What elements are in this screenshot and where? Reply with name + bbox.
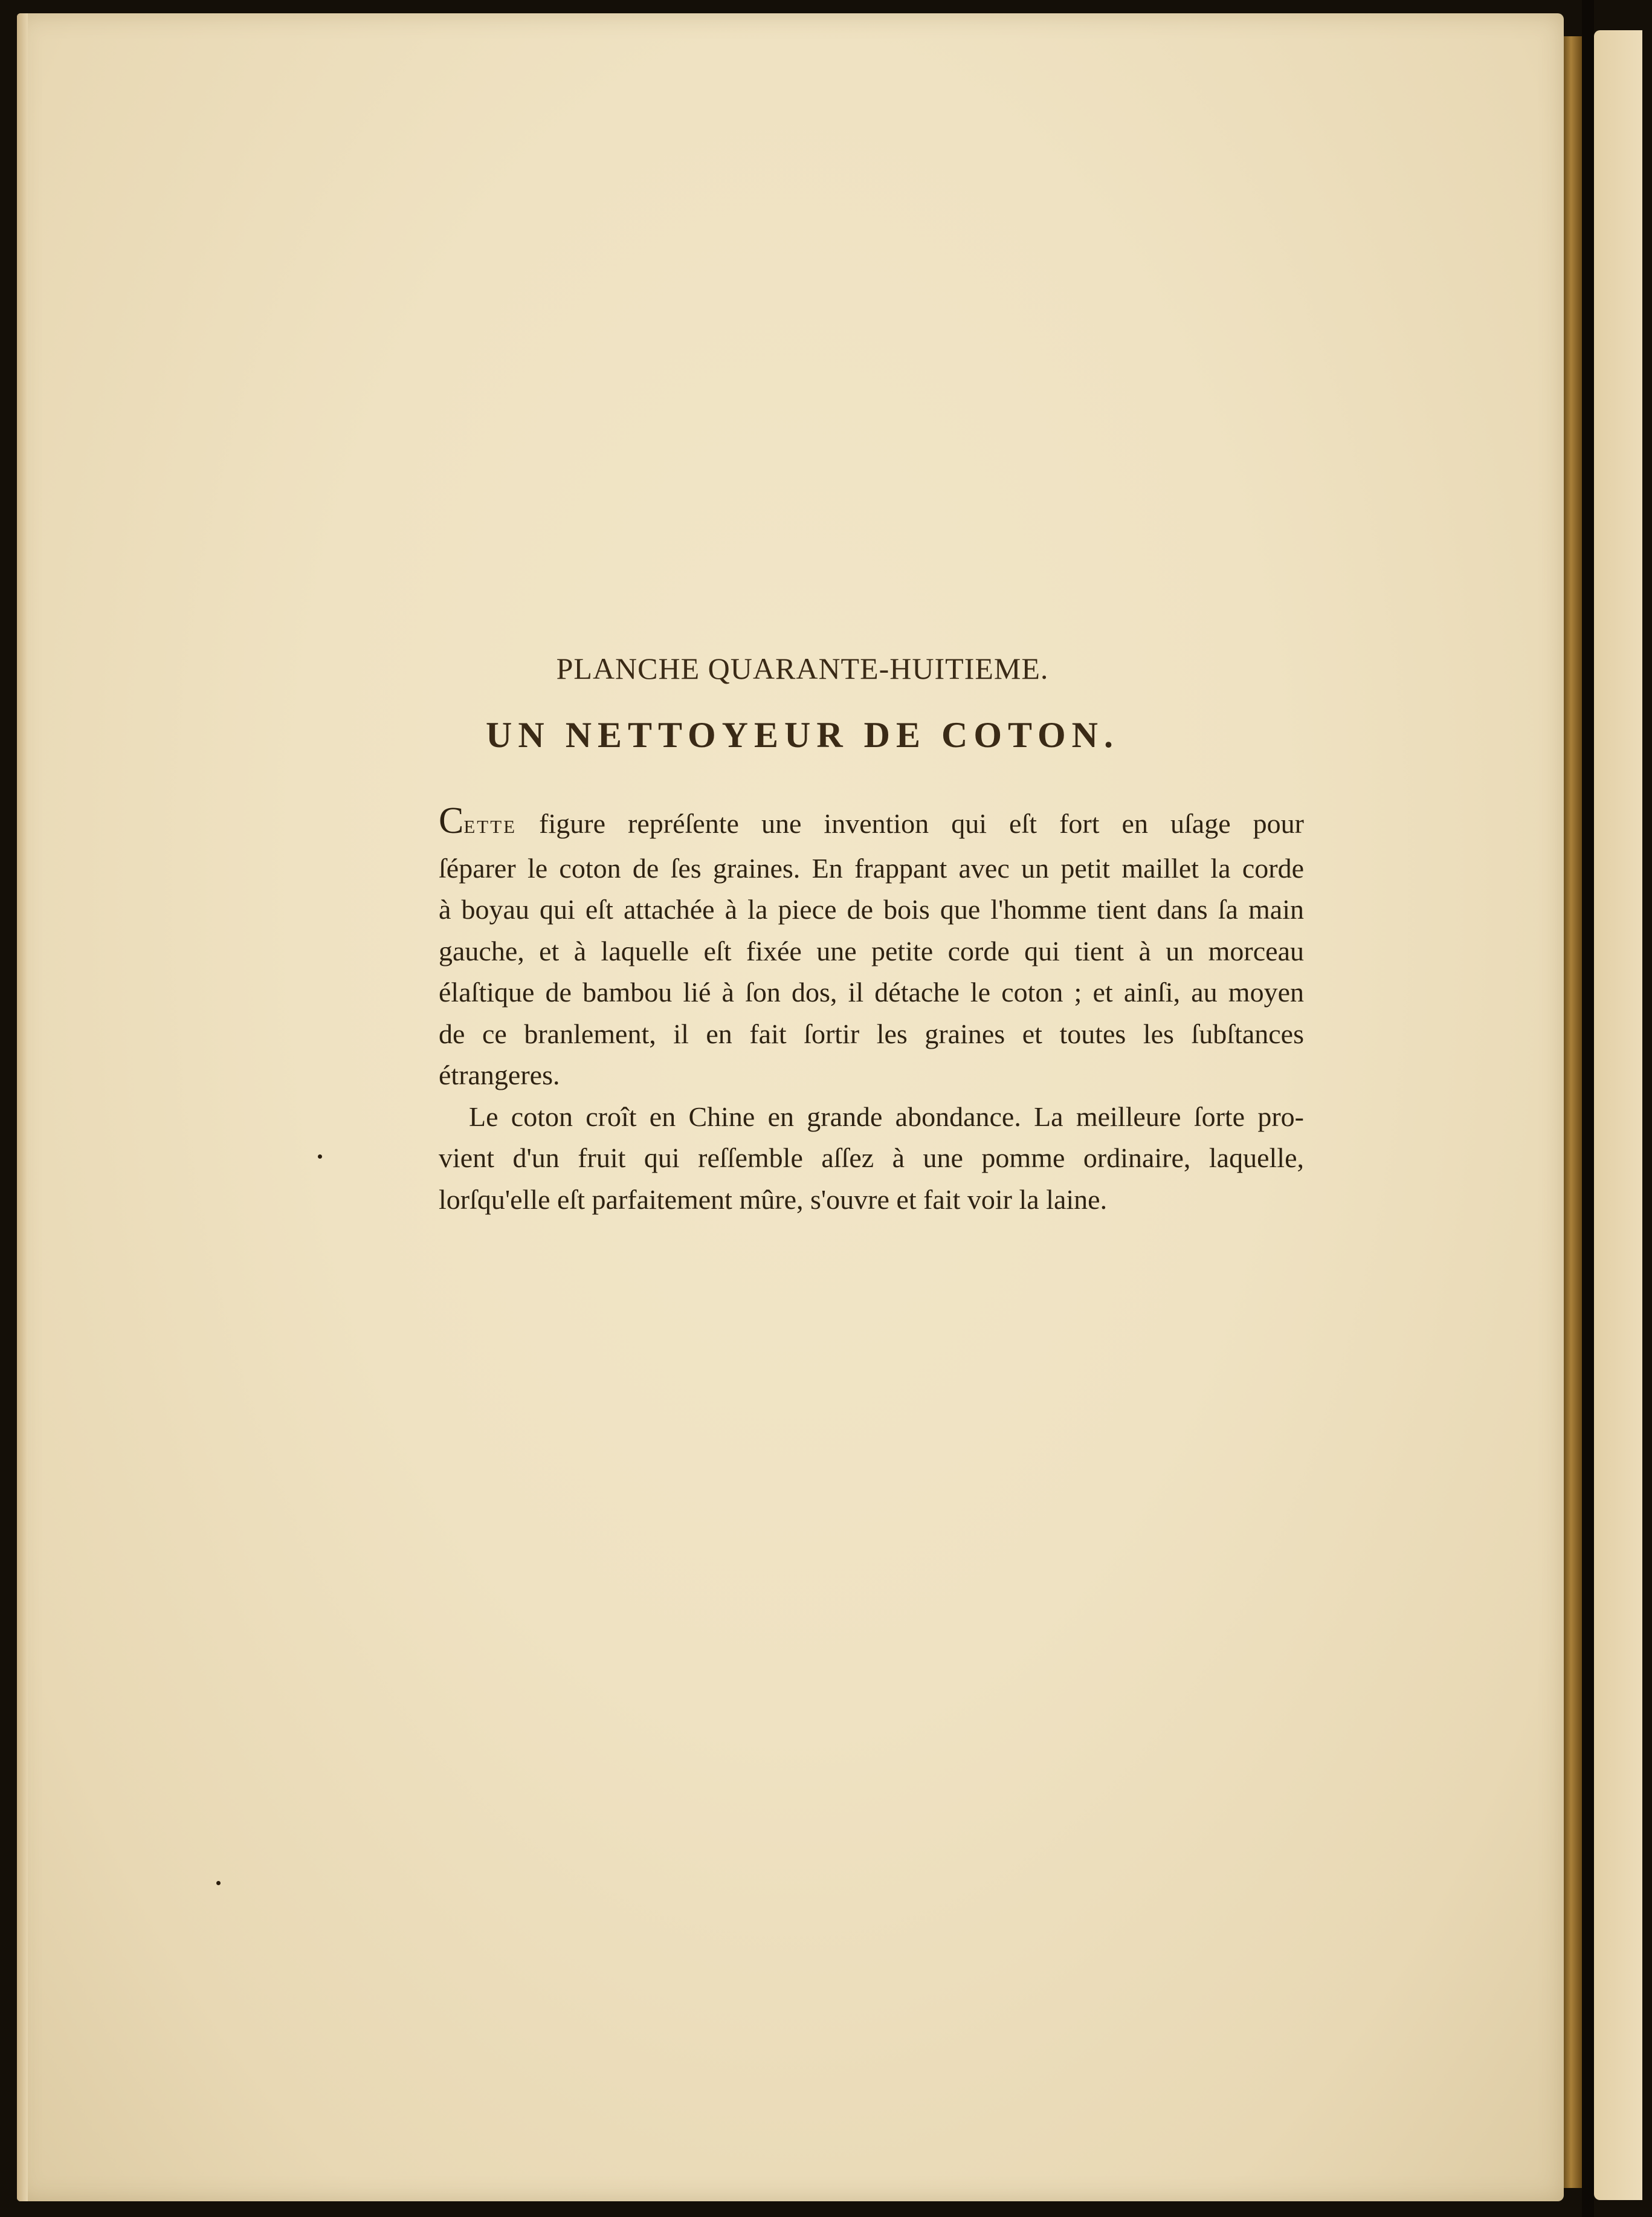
text-line: vient d'un fruit qui reſſemble aſſez à une pomme ordinaire, laquelle, [439,1142,1304,1173]
ink-speck [216,1881,221,1885]
text-line: étrangeres. [439,1060,560,1090]
text-line: ſéparer le coton de ſes graines. En frappant avec un petit maillet la corde [439,852,1304,884]
text-line-content: figure repréſente une invention qui eſt fort en uſage pour [517,808,1304,839]
text-line: élaſtique de bambou lié à ſon dos, il détache le coton ; et ainſi, au moyen [439,977,1304,1008]
ink-speck [318,1154,322,1159]
book-page [17,13,1564,2201]
text-line: lorſqu'elle eſt parfaitement mûre, s'ouvre et fait voir la laine. [439,1183,1108,1215]
text-line: à boyau qui eſt attachée à la piece de bois que l'homme tient dans ſa main [439,894,1304,925]
text-line: de ce branlement, il en fait ſortir les graines et toutes les ſubſtances [439,1018,1304,1049]
book-gutter [1564,36,1582,2188]
paragraph-2 [439,1096,1304,1221]
page-title: UN NETTOYEUR DE COTON. [486,715,1119,755]
body-text [439,802,1304,1220]
facing-page-edge [1594,30,1642,2200]
paragraph-1 [439,802,1304,1096]
small-caps-word: ETTE [463,816,517,837]
text-line: Le coton croît en Chine en grande abondance. La meilleure ſorte pro- [469,1101,1304,1132]
text-line: gauche, et à laquelle eſt fixée une petite corde qui tient à un morceau [439,935,1304,966]
plate-heading: PLANCHE QUARANTE-HUITIEME. [556,652,1049,685]
book-spine-shadow [1582,0,1594,2217]
drop-capital: C [439,800,464,841]
page-edge [17,13,28,2201]
text-line [439,802,1304,848]
